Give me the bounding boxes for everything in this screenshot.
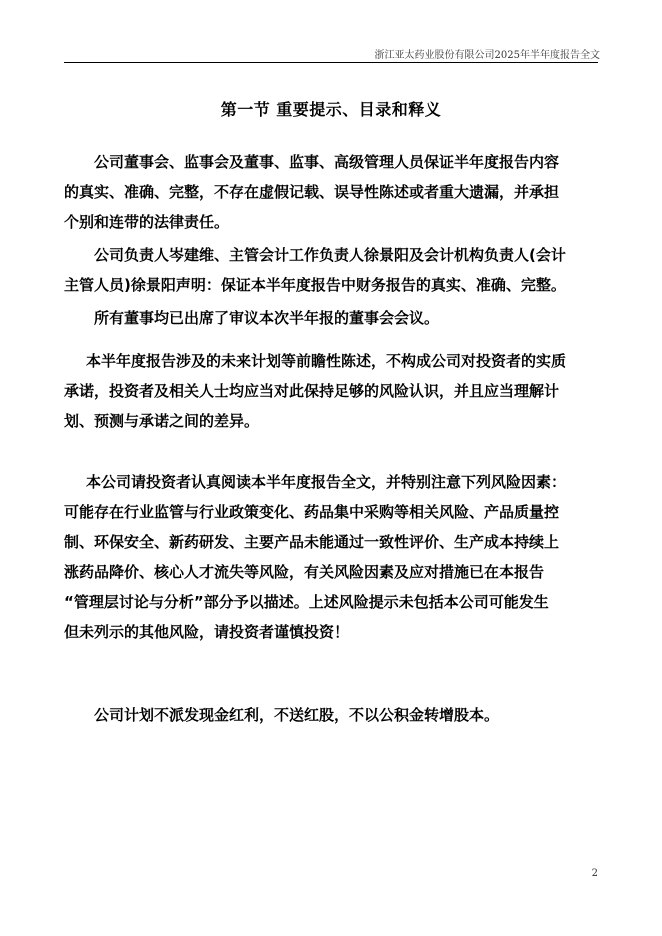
paragraph-line: “管理层讨论与分析”部分予以描述。上述风险提示未包括本公司可能发生 [64, 593, 549, 611]
paragraph-forward-looking [64, 346, 598, 436]
paragraph-directors-attendance [64, 303, 598, 333]
paragraph-line: 的真实、准确、完整，不存在虚假记载、误导性陈述或者重大遗漏，并承担 [64, 183, 560, 201]
paragraph-line: 所有董事均已出席了审议本次半年报的董事会会议。 [94, 309, 440, 327]
paragraph-line: 但未列示的其他风险，请投资者谨慎投资！ [64, 623, 350, 641]
header-rule [64, 62, 598, 63]
paragraph-line: 公司董事会、监事会及董事、监事、高级管理人员保证半年度报告内容 [94, 153, 560, 171]
paragraph-line: 个别和连带的法律责任。 [64, 213, 230, 231]
paragraph-line: 公司负责人岑建维、主管会计工作负责人徐景阳及会计机构负责人(会计 [94, 246, 566, 264]
paragraph-line: 承诺，投资者及相关人士均应当对此保持足够的风险认识，并且应当理解计 [64, 382, 560, 400]
paragraph-line: 制、环保安全、新药研发、主要产品未能通过一致性评价、生产成本持续上 [64, 533, 560, 551]
paragraph-risk-factors [64, 467, 598, 647]
section-title: 第一节 重要提示、目录和释义 [220, 100, 442, 119]
paragraph-line: 公司计划不派发现金红利，不送红股，不以公积金转增股本。 [94, 706, 500, 724]
paragraph-line: 涨药品降价、核心人才流失等风险，有关风险因素及应对措施已在本报告 [64, 563, 545, 581]
paragraph-board-guarantee [64, 147, 598, 237]
paragraph-responsible-persons [64, 240, 598, 300]
page-header: 浙江亚太药业股份有限公司2025年半年度报告全文 [374, 50, 600, 61]
page-number: 2 [591, 868, 598, 879]
paragraph-line: 可能存在行业监管与行业政策变化、药品集中采购等相关风险、产品质量控 [64, 503, 560, 521]
paragraph-line: 本半年度报告涉及的未来计划等前瞻性陈述，不构成公司对投资者的实质 [86, 352, 567, 370]
paragraph-line: 划、预测与承诺之间的差异。 [64, 412, 260, 430]
paragraph-line: 本公司请投资者认真阅读本半年度报告全文，并特别注意下列风险因素： [86, 473, 567, 491]
paragraph-dividend-plan [64, 700, 598, 730]
paragraph-line: 主管人员)徐景阳声明：保证本半年度报告中财务报告的真实、准确、完整。 [64, 276, 566, 294]
